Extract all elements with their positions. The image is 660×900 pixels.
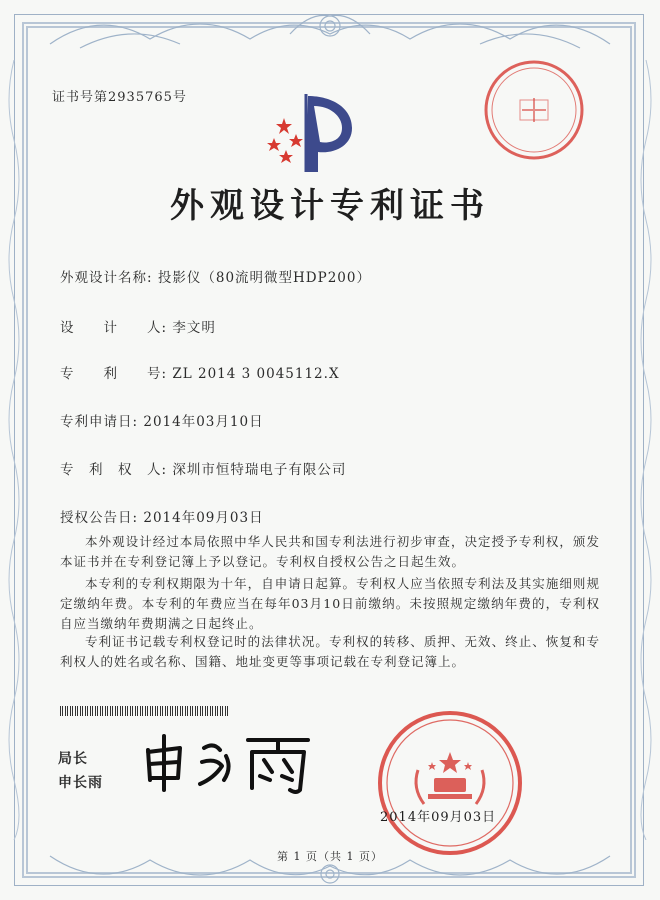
certificate-number: 证书号第2935765号 [52,90,187,105]
filing-date-label: 专利申请日: [60,414,139,430]
patentee-row [60,458,346,478]
grant-date-label: 授权公告日: [60,510,139,526]
right-ornament-icon [636,60,656,840]
design-name-row [60,266,371,286]
certificate-title: 外观设计专利证书 [170,186,490,226]
left-ornament-icon [4,60,24,840]
top-ornament-icon [40,4,620,54]
paragraph-legal-status: 专利证书记载专利权登记时的法律状况。专利权的转移、质押、无效、终止、恢复和专利权人的姓名或名称、国籍、地址变更等事项记载在专利登记簿上。 [60,634,600,669]
barcode [60,706,228,716]
patent-number-value: ZL 2014 3 0045112.X [172,366,340,382]
signature-title: 局长 [58,751,88,767]
patent-number-row [60,362,340,382]
patentee-label: 专 利 权 人: [60,462,168,478]
paragraph-term: 本专利的专利权期限为十年，自申请日起算。专利权人应当依照专利法及其实施细则规定缴纳年费。本专利的年费应当在每年03月10日前缴纳。未按照规定缴纳年费的，专利权自应当缴纳年费期满之日起终止。 [60,576,600,631]
patent-office-logo-icon [262,88,362,174]
grant-date-value: 2014年09月03日 [143,510,264,526]
seal-date: 2014年09月03日 [380,810,497,825]
design-name-value: 投影仪（80流明微型HDP200） [157,270,371,286]
filing-date-value: 2014年03月10日 [143,414,264,430]
grant-date-row [60,506,264,526]
paragraph-grant: 本外观设计经过本局依照中华人民共和国专利法进行初步审查，决定授予专利权，颁发本证书并在专利登记簿上予以登记。专利权自授权公告之日起生效。 [60,534,600,569]
designer-label: 设 计 人: [60,320,168,336]
patent-number-label: 专 利 号: [60,366,168,382]
designer-value: 李文明 [172,320,216,336]
tax-stamp-icon [482,58,586,162]
filing-date-row [60,410,264,430]
national-ip-office-seal-icon [368,708,532,858]
design-name-label: 外观设计名称: [60,270,153,286]
handwritten-signature-icon [140,728,320,796]
patentee-value: 深圳市恒特瑞电子有限公司 [172,462,347,478]
page-number: 第 1 页（共 1 页） [277,850,383,863]
signature-name-label: 申长雨 [58,775,103,791]
designer-row [60,316,216,336]
